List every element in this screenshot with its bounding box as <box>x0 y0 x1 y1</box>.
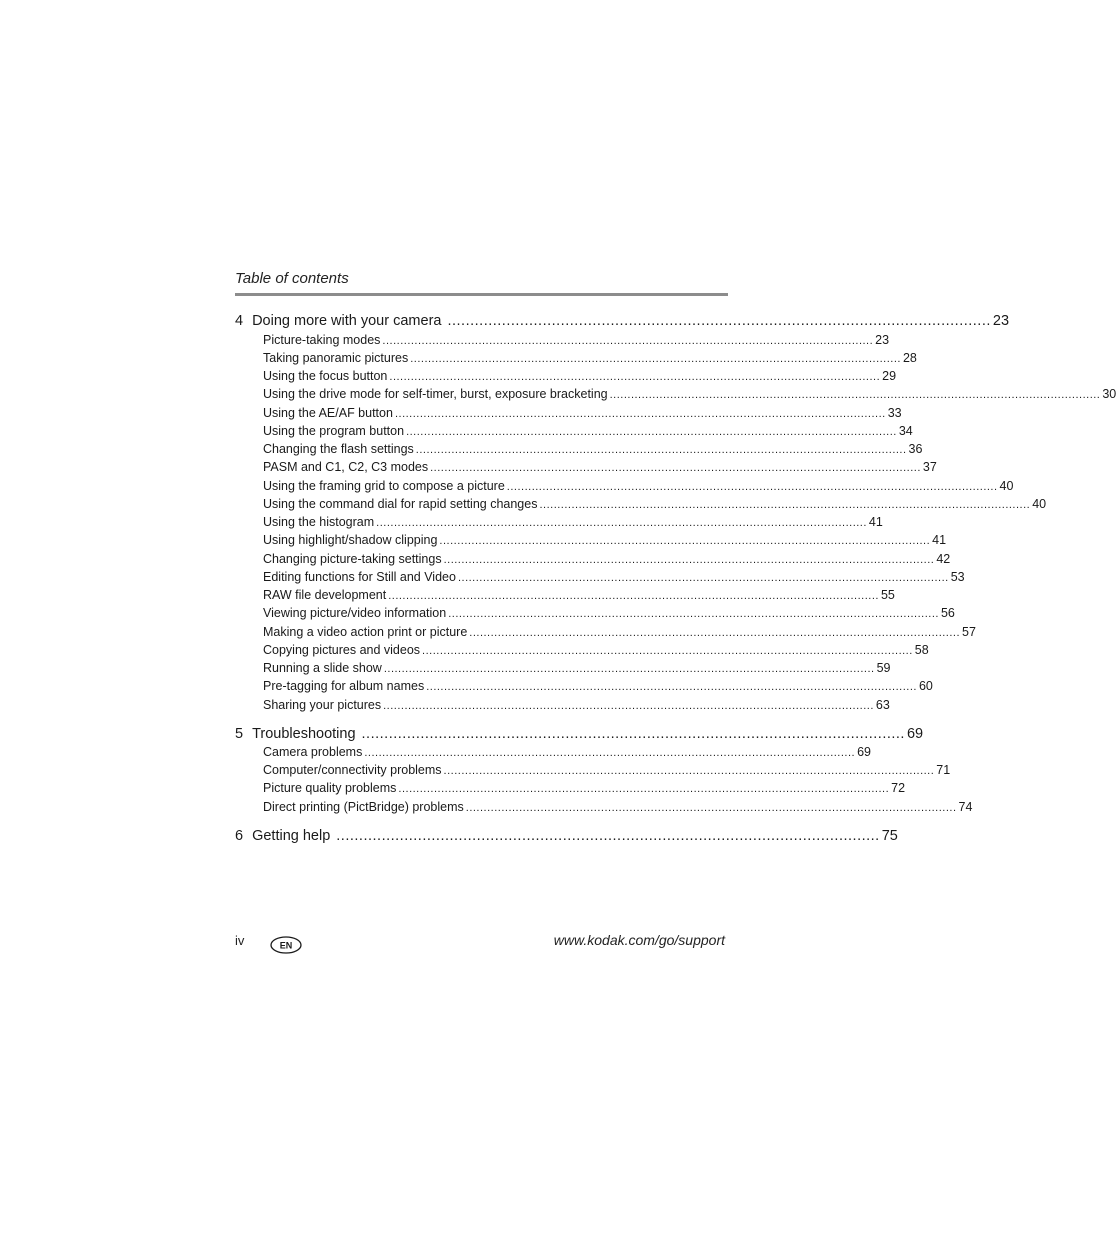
language-badge-icon <box>270 936 302 954</box>
entry-title: Changing the flash settings <box>263 442 414 456</box>
entry-title: Using the program button <box>263 424 405 438</box>
chapter-page: 75 <box>881 828 898 844</box>
leader-dots: .......................................................................................................................................... <box>415 444 907 456</box>
leader-dots: .......................................................................................................................................... <box>439 535 931 547</box>
entry-title: Making a video action print or picture <box>263 625 468 639</box>
leader-dots: .......................................................................................................................................... <box>430 462 921 474</box>
leader-dots: .......................................................................................................................................... <box>465 802 957 814</box>
toc-entry[interactable] <box>263 659 891 677</box>
entry-title: Changing picture-taking settings <box>263 552 442 566</box>
chapter-number: 4 <box>235 313 244 329</box>
entry-page: 63 <box>875 698 890 712</box>
chapter-title: Troubleshooting <box>252 726 356 742</box>
leader-dots: .......................................................................................................................................... <box>609 389 1101 401</box>
entry-page: 72 <box>891 781 906 795</box>
entry-page: 41 <box>868 515 883 529</box>
leader-dots: .......................................................................................................................................... <box>422 645 913 657</box>
toc-entry[interactable] <box>263 696 890 714</box>
entry-page: 40 <box>999 479 1014 493</box>
leader-dots: .......................................................................................................................................... <box>457 572 949 584</box>
entry-title: Using the command dial for rapid setting changes <box>263 497 538 511</box>
entry-title: Using the drive mode for self-timer, burst, exposure bracketing <box>263 387 608 401</box>
toc-entry[interactable] <box>263 331 890 349</box>
toc-entry[interactable] <box>263 743 871 761</box>
toc-chapter-4[interactable] <box>235 312 1010 330</box>
toc-entry[interactable] <box>263 349 917 367</box>
leader-dots: .......................................................................................................................................... <box>539 499 1031 511</box>
entry-page: 28 <box>902 351 917 365</box>
entry-title: PASM and C1, C2, C3 modes <box>263 460 429 474</box>
page-header-title: Table of contents <box>235 270 349 287</box>
leader-dots: .......................................................................................................................................... <box>394 408 886 420</box>
entry-title: Viewing picture/video information <box>263 606 447 620</box>
entry-title: Pre-tagging for album names <box>263 679 425 693</box>
entry-title: Copying pictures and videos <box>263 643 421 657</box>
chapter-title: Doing more with your camera <box>252 313 442 329</box>
entry-title: Direct printing (PictBridge) problems <box>263 800 464 814</box>
toc-entry[interactable] <box>263 761 951 779</box>
entry-page: 37 <box>922 460 937 474</box>
entry-page: 36 <box>908 442 923 456</box>
entry-title: Running a slide show <box>263 661 382 675</box>
entry-title: Using highlight/shadow clipping <box>263 533 438 547</box>
chapter-page: 69 <box>906 726 924 742</box>
entry-title: Editing functions for Still and Video <box>263 570 456 584</box>
entry-title: Camera problems <box>263 745 363 759</box>
entry-title: RAW file development <box>263 588 387 602</box>
entry-page: 59 <box>876 661 891 675</box>
entry-title: Taking panoramic pictures <box>263 351 409 365</box>
entry-title: Using the focus button <box>263 369 388 383</box>
entry-page: 41 <box>932 533 947 547</box>
entry-title: Using the AE/AF button <box>263 406 393 420</box>
chapter-title: Getting help <box>252 828 331 844</box>
leader-dots: ........................................................................................................................ <box>361 726 905 742</box>
entry-title: Using the histogram <box>263 515 375 529</box>
leader-dots: ........................................................................................................................ <box>447 313 991 329</box>
entry-page: 34 <box>898 424 913 438</box>
toc-entry[interactable] <box>263 495 1047 513</box>
toc-entry[interactable] <box>263 568 965 586</box>
toc-entry[interactable] <box>263 779 906 797</box>
leader-dots: .......................................................................................................................................... <box>443 765 935 777</box>
toc-entry[interactable] <box>263 604 955 622</box>
entry-page: 40 <box>1032 497 1047 511</box>
toc-entry[interactable] <box>263 798 973 816</box>
entry-page: 60 <box>918 679 933 693</box>
entry-page: 55 <box>880 588 895 602</box>
entry-page: 33 <box>887 406 902 420</box>
toc-entry[interactable] <box>263 440 923 458</box>
entry-title: Using the framing grid to compose a picture <box>263 479 505 493</box>
leader-dots: .......................................................................................................................................... <box>506 481 998 493</box>
leader-dots: .......................................................................................................................................... <box>443 554 935 566</box>
toc-entry[interactable] <box>263 550 951 568</box>
leader-dots: .......................................................................................................................................... <box>469 627 961 639</box>
entry-title: Picture quality problems <box>263 781 397 795</box>
entry-page: 74 <box>958 800 973 814</box>
language-badge-label: EN <box>279 940 293 951</box>
chapter-number: 5 <box>235 726 244 742</box>
leader-dots: .......................................................................................................................................... <box>448 608 939 620</box>
entry-page: 53 <box>950 570 965 584</box>
leader-dots: .......................................................................................................................................... <box>383 663 875 675</box>
chapter-number: 6 <box>235 828 244 844</box>
leader-dots: .......................................................................................................................................... <box>383 700 874 712</box>
toc-entry[interactable] <box>263 477 1014 495</box>
leader-dots: .......................................................................................................................................... <box>388 590 879 602</box>
entry-page: 23 <box>875 333 890 347</box>
chapter-page: 23 <box>992 313 1010 329</box>
entry-page: 29 <box>882 369 897 383</box>
toc-entry[interactable] <box>263 458 937 476</box>
entry-page: 57 <box>962 625 976 639</box>
toc-entry[interactable] <box>263 623 976 641</box>
leader-dots: ........................................................................................................................ <box>336 828 880 844</box>
entry-title: Computer/connectivity problems <box>263 763 442 777</box>
entry-page: 42 <box>936 552 951 566</box>
entry-page: 58 <box>914 643 929 657</box>
header-divider <box>235 293 728 296</box>
toc-chapter-5[interactable] <box>235 725 924 743</box>
entry-page: 56 <box>940 606 955 620</box>
footer-page-number: iv <box>235 933 245 948</box>
entry-page: 30 <box>1102 387 1116 401</box>
entry-title: Picture-taking modes <box>263 333 381 347</box>
leader-dots: .......................................................................................................................................... <box>382 335 874 347</box>
toc-entry[interactable] <box>263 404 902 422</box>
entry-page: 69 <box>857 745 871 759</box>
toc-chapter-6[interactable] <box>235 827 898 845</box>
toc-entry[interactable] <box>263 641 929 659</box>
toc-entry[interactable] <box>263 385 1116 403</box>
toc-entry[interactable] <box>263 367 897 385</box>
leader-dots: .......................................................................................................................................... <box>376 517 867 529</box>
footer-support-link[interactable]: www.kodak.com/go/support <box>553 932 725 948</box>
toc-entry[interactable] <box>263 531 947 549</box>
leader-dots: .......................................................................................................................................... <box>364 747 856 759</box>
toc-entry[interactable] <box>263 677 933 695</box>
toc-entry[interactable] <box>263 422 913 440</box>
toc-entry[interactable] <box>263 586 895 604</box>
entry-title: Sharing your pictures <box>263 698 382 712</box>
toc-entry[interactable] <box>263 513 883 531</box>
entry-page: 71 <box>936 763 951 777</box>
leader-dots: .......................................................................................................................................... <box>410 353 901 365</box>
leader-dots: .......................................................................................................................................... <box>426 681 917 693</box>
leader-dots: .......................................................................................................................................... <box>389 371 881 383</box>
leader-dots: .......................................................................................................................................... <box>406 426 897 438</box>
leader-dots: .......................................................................................................................................... <box>398 783 890 795</box>
